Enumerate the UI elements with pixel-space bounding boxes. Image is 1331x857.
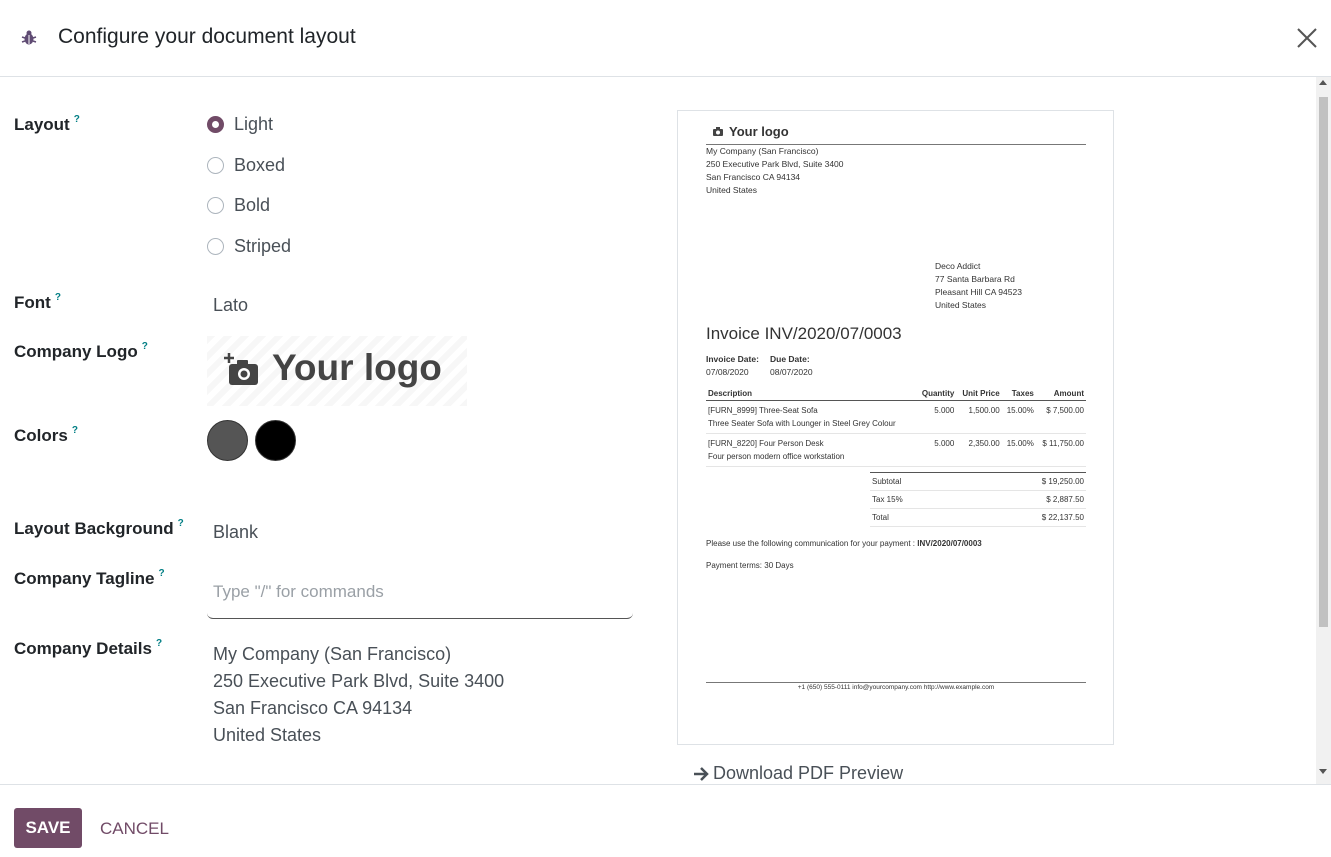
layout-background-label xyxy=(14,518,184,539)
line-amount: $ 11,750.00 xyxy=(1036,434,1086,467)
dialog-body xyxy=(0,77,1331,784)
preview-logo-text: Your logo xyxy=(729,124,789,139)
dialog-title: Configure your document layout xyxy=(58,25,356,48)
help-icon[interactable]: ? xyxy=(54,292,61,303)
layout-option-label: Striped xyxy=(234,235,292,256)
company-tagline-label-text: Company Tagline xyxy=(14,569,155,588)
address-line: San Francisco CA 94134 xyxy=(706,172,801,182)
camera-icon xyxy=(713,127,723,136)
line-qty: 5.000 xyxy=(916,434,956,467)
colors-label xyxy=(14,425,78,446)
scrollbar[interactable] xyxy=(1316,77,1331,784)
tax-label: Tax 15% xyxy=(870,491,963,509)
address-line: 250 Executive Park Blvd, Suite 3400 xyxy=(706,159,844,169)
communication-text: Please use the following communication for your payment : xyxy=(706,539,915,548)
company-logo-label xyxy=(14,341,148,362)
communication-ref: INV/2020/07/0003 xyxy=(917,539,982,548)
help-icon[interactable]: ? xyxy=(141,341,148,352)
radio-icon[interactable] xyxy=(207,238,224,255)
company-details-line: San Francisco CA 94134 xyxy=(213,698,413,718)
address-line: United States xyxy=(935,300,987,310)
logo-placeholder-text[interactable]: Your logo xyxy=(272,347,442,388)
help-icon[interactable]: ? xyxy=(73,114,80,125)
layout-label-text: Layout xyxy=(14,115,70,134)
company-details-line: 250 Executive Park Blvd, Suite 3400 xyxy=(213,671,505,691)
column-header: Amount xyxy=(1036,387,1086,401)
download-pdf-preview-link[interactable] xyxy=(693,763,903,784)
preview-totals-table xyxy=(870,472,1086,527)
font-label-text: Font xyxy=(14,293,51,312)
line-desc: Four person modern office workstation xyxy=(708,452,845,461)
address-line: Deco Addict xyxy=(935,261,981,271)
line-amount: $ 7,500.00 xyxy=(1036,401,1086,434)
help-icon[interactable]: ? xyxy=(155,638,163,649)
line-tax: 15.00% xyxy=(1002,401,1036,434)
preview-communication xyxy=(706,537,982,550)
invoice-date-value: 07/08/2020 xyxy=(706,367,749,377)
layout-background-label-text: Layout Background xyxy=(14,519,174,538)
layout-option-boxed[interactable] xyxy=(207,153,285,177)
address-line: My Company (San Francisco) xyxy=(706,146,819,156)
document-preview xyxy=(677,110,1114,745)
bug-icon[interactable] xyxy=(20,29,38,47)
font-select[interactable]: Lato xyxy=(213,295,249,315)
preview-footer-divider xyxy=(706,682,1086,683)
download-label: Download PDF Preview xyxy=(713,763,904,783)
company-details-label xyxy=(14,638,162,659)
preview-footer: +1 (650) 555-0111 info@yourcompany.com http://www.example.com xyxy=(797,684,995,691)
scroll-up-icon[interactable] xyxy=(1319,80,1327,85)
address-line: United States xyxy=(706,185,758,195)
subtotal-row xyxy=(870,473,1086,491)
due-date-value: 08/07/2020 xyxy=(770,367,813,377)
due-date-label: Due Date: xyxy=(770,354,810,364)
radio-icon[interactable] xyxy=(207,157,224,174)
help-icon[interactable]: ? xyxy=(71,425,78,436)
column-header: Taxes xyxy=(1002,387,1036,401)
preview-invoice-date xyxy=(706,353,759,379)
subtotal-value: $ 19,250.00 xyxy=(963,473,1086,491)
total-value: $ 22,137.50 xyxy=(963,509,1086,527)
font-label xyxy=(14,292,61,313)
column-header: Unit Price xyxy=(956,387,1001,401)
layout-option-light[interactable] xyxy=(207,112,273,136)
line-price: 2,350.00 xyxy=(956,434,1001,467)
company-details-label-text: Company Details xyxy=(14,639,152,658)
radio-checked-icon[interactable] xyxy=(207,116,224,133)
table-row xyxy=(706,434,1086,467)
company-tagline-label xyxy=(14,568,165,589)
company-details-line: United States xyxy=(213,725,322,745)
address-line: 77 Santa Barbara Rd xyxy=(935,274,1015,284)
layout-option-label: Bold xyxy=(234,194,271,215)
line-tax: 15.00% xyxy=(1002,434,1036,467)
preview-due-date xyxy=(770,353,813,379)
arrow-right-icon xyxy=(693,767,709,781)
line-price: 1,500.00 xyxy=(956,401,1001,434)
add-photo-icon[interactable] xyxy=(224,353,260,387)
help-icon[interactable]: ? xyxy=(177,518,184,529)
help-icon[interactable]: ? xyxy=(158,568,165,579)
scroll-thumb[interactable] xyxy=(1319,97,1328,627)
preview-customer-address xyxy=(935,260,1022,312)
total-label: Total xyxy=(870,509,963,527)
close-icon[interactable] xyxy=(1294,25,1320,51)
dialog-footer xyxy=(0,784,1331,857)
radio-icon[interactable] xyxy=(207,197,224,214)
line-name: [FURN_8220] Four Person Desk xyxy=(708,439,824,448)
company-logo-label-text: Company Logo xyxy=(14,342,138,361)
preview-lines-table xyxy=(706,387,1086,467)
dialog-header xyxy=(0,0,1331,77)
line-description xyxy=(706,434,916,467)
layout-option-label: Boxed xyxy=(234,154,286,175)
save-button[interactable]: SAVE xyxy=(14,808,82,848)
tax-value: $ 2,887.50 xyxy=(963,491,1086,509)
primary-color-picker[interactable] xyxy=(207,420,248,461)
line-name: [FURN_8999] Three-Seat Sofa xyxy=(708,406,818,415)
preview-payment-terms: Payment terms: 30 Days xyxy=(706,561,794,570)
colors-label-text: Colors xyxy=(14,426,68,445)
tax-row xyxy=(870,491,1086,509)
line-desc: Three Seater Sofa with Lounger in Steel Grey Colour xyxy=(708,419,896,428)
layout-option-bold[interactable] xyxy=(207,193,270,217)
column-header: Description xyxy=(706,387,916,401)
preview-invoice-title: Invoice INV/2020/07/0003 xyxy=(706,324,902,343)
company-details-line: My Company (San Francisco) xyxy=(213,644,452,664)
company-details-editor[interactable] xyxy=(213,641,504,749)
cancel-button[interactable]: CANCEL xyxy=(100,819,169,838)
layout-option-striped[interactable] xyxy=(207,234,291,258)
layout-label xyxy=(14,114,80,135)
layout-background-select[interactable]: Blank xyxy=(213,522,259,542)
layout-option-label: Light xyxy=(234,113,274,134)
company-tagline-input[interactable] xyxy=(207,565,633,619)
table-row xyxy=(706,401,1086,434)
preview-company-address xyxy=(706,145,844,197)
line-description xyxy=(706,401,916,434)
secondary-color-picker[interactable] xyxy=(255,420,296,461)
invoice-date-label: Invoice Date: xyxy=(706,354,759,364)
line-qty: 5.000 xyxy=(916,401,956,434)
total-row xyxy=(870,509,1086,527)
scroll-down-icon[interactable] xyxy=(1319,769,1327,774)
column-header: Quantity xyxy=(916,387,956,401)
address-line: Pleasant Hill CA 94523 xyxy=(935,287,1022,297)
table-header-row xyxy=(706,387,1086,401)
subtotal-label: Subtotal xyxy=(870,473,963,491)
